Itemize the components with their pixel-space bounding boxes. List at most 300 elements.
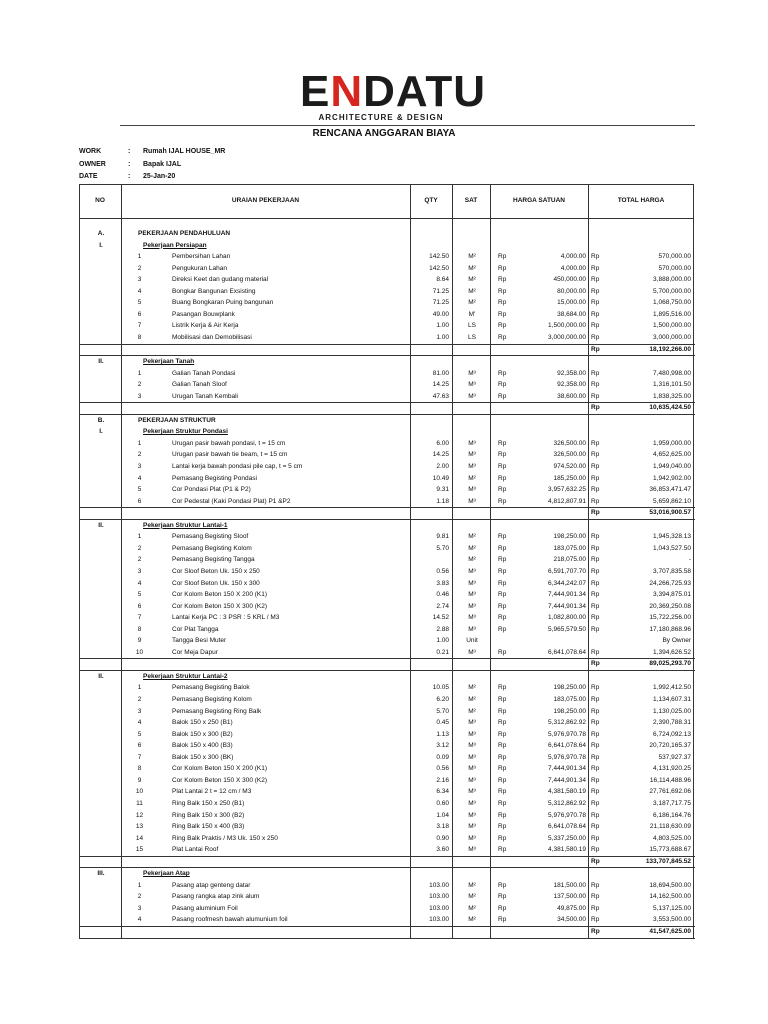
item-total-currency: Rp [591,823,600,831]
item-qty: 14.25 [432,381,449,389]
item-number: 5 [137,730,142,738]
item-unit-price: 34,500.00 [557,916,586,924]
item-unit: M² [468,474,476,482]
meta-colon: : [128,173,131,180]
item-unit-price: 38,600.00 [557,392,586,400]
item-unit-price: 4,000.00 [560,253,586,261]
group-title: Pekerjaan Struktur Lantai-1 [143,521,228,529]
item-total-currency: Rp [591,846,600,854]
item-description: Cor Kolom Beton 150 X 300 (K2) [172,776,268,784]
subtotal-currency: Rp [591,928,600,935]
item-qty: 1.18 [436,497,449,505]
item-total: 27,761,692.06 [649,788,691,796]
item-number: 2 [137,556,142,564]
item-unit-price: 92,358.00 [557,381,586,389]
item-total-currency: Rp [591,614,600,622]
item-unit-price: 7,444,901.34 [548,765,586,773]
item-unit-price: 5,337,250.00 [548,834,586,842]
item-qty: 0.45 [436,719,449,727]
meta-key: OWNER [79,160,106,168]
meta-key: WORK [79,148,102,155]
item-total-currency: Rp [591,439,600,447]
item-unit: M³ [468,788,476,796]
row-divider [80,507,695,508]
item-total: 16,114,488.96 [649,776,691,784]
row-divider [80,658,695,659]
meta-value: 25-Jan-20 [143,173,176,180]
item-number: 8 [137,765,142,773]
item-qty: 14.52 [432,614,449,622]
col-divider [452,184,453,939]
item-description: Ring Balk 150 x 300 (B2) [172,811,245,819]
header-row-divider [79,218,694,219]
item-total-currency: Rp [591,625,600,633]
item-total-currency: Rp [591,567,600,575]
item-description: Cor Plat Tangga [172,625,219,633]
item-total-currency: Rp [591,333,600,341]
row-divider [80,344,695,345]
item-total: 1,068,750.00 [653,299,691,307]
item-unit: M³ [468,799,476,807]
item-price-currency: Rp [498,730,507,738]
item-price-currency: Rp [498,264,507,272]
item-description: Plat Lantai Roof [172,846,219,854]
item-unit: M² [468,276,476,284]
item-number: 6 [137,497,142,505]
item-total: - [688,556,691,564]
item-price-currency: Rp [498,486,507,494]
item-qty: 0.09 [436,753,449,761]
item-number: 14 [135,834,144,842]
item-unit-price: 198,250.00 [553,707,586,715]
item-qty: 1.00 [436,333,449,341]
subtotal-value: 41,547,625.00 [649,928,691,935]
item-total: 3,707,835.58 [653,567,691,575]
item-description: Cor Kolom Beton 150 X 200 (K1) [172,765,268,773]
item-price-currency: Rp [498,776,507,784]
item-total-currency: Rp [591,474,600,482]
item-description: Pasang atap genteng datar [172,881,251,889]
item-total-currency: Rp [591,742,600,750]
item-unit-price: 218,075.00 [553,556,586,564]
item-total-currency: Rp [591,753,600,761]
item-price-currency: Rp [498,811,507,819]
subtotal-value: 89,025,293.70 [649,660,691,668]
item-description: Cor Sloof Beton Uk. 150 x 300 [172,579,260,587]
item-number: 1 [137,369,142,377]
item-total-currency: Rp [591,696,600,703]
item-number: 13 [135,823,144,831]
item-qty: 142.50 [429,253,449,261]
row-divider [80,519,695,520]
item-total: 1,942,902.00 [653,474,691,482]
item-price-currency: Rp [498,719,507,727]
item-total: 570,000.00 [658,264,691,272]
item-number: 15 [135,846,144,854]
item-description: Plat Lantai 2 t = 12 cm / M3 [172,788,252,796]
item-unit-price: 3,957,632.25 [548,486,586,494]
logo-letter-e: E [300,67,331,116]
item-total-currency: Rp [591,497,600,505]
item-unit-price: 450,000.00 [553,276,586,284]
item-total-currency: Rp [591,881,600,889]
item-unit-price: 4,381,580.19 [548,846,586,854]
item-price-currency: Rp [498,799,507,807]
item-total-currency: Rp [591,788,600,796]
item-total: 7,480,998.00 [653,369,691,377]
item-unit: M³ [468,451,476,459]
item-description: Pemasang Begisting Balok [172,684,250,692]
item-description: Pengukuran Lahan [172,264,227,272]
item-unit-price: 185,250.00 [553,474,586,482]
item-number: 3 [137,276,142,284]
item-unit-price: 1,082,800.00 [548,614,586,622]
subtotal-value: 18,192,266.00 [649,345,691,353]
item-total: 17,180,868.96 [649,625,691,633]
item-unit: M² [468,881,476,889]
item-unit: M' [468,310,476,318]
item-qty: 103.00 [429,904,449,912]
item-description: Lantai Kerja PC : 3 PSR : 5 KRL / M3 [172,614,280,622]
item-qty: 1.00 [436,637,449,645]
item-total: 1,134,607.31 [653,696,691,703]
section-title: PEKERJAAN STRUKTUR [138,416,216,424]
item-unit-price: 137,500.00 [553,893,586,901]
item-number: 1 [137,253,142,261]
item-price-currency: Rp [498,881,507,889]
item-description: Pemasang Begisting Kolom [172,696,252,703]
item-qty: 0.56 [436,567,449,575]
item-total-currency: Rp [591,276,600,284]
item-unit: M³ [468,765,476,773]
item-total-currency: Rp [591,299,600,307]
item-number: 4 [137,579,142,587]
item-unit: M³ [468,591,476,599]
item-description: Cor Pondasi Plat (P1 & P2) [172,486,251,494]
item-qty: 8.64 [436,276,449,284]
group-title: Pekerjaan Atap [143,870,190,878]
item-unit-price: 6,641,078.64 [548,648,586,656]
item-price-currency: Rp [498,579,507,587]
item-description: Pasangan Bouwplank [172,310,235,318]
item-unit: M³ [468,392,476,400]
col-divider [121,184,122,939]
item-unit: M² [468,904,476,912]
item-total-currency: Rp [591,684,600,692]
item-price-currency: Rp [498,846,507,854]
item-total: 6,724,092.13 [653,730,691,738]
item-number: 4 [137,916,142,924]
item-unit: M² [468,264,476,272]
item-total: 18,694,500.00 [649,881,691,889]
row-divider [80,355,695,356]
item-unit: M³ [468,719,476,727]
item-price-currency: Rp [498,823,507,831]
item-price-currency: Rp [498,602,507,610]
item-description: Direksi Keet dan gudang material [172,276,269,284]
item-unit: M² [468,707,476,715]
col-divider [588,184,589,939]
item-unit-price: 974,520.00 [553,463,586,470]
item-unit-price: 326,500.00 [553,451,586,459]
item-description: Pemasang Begisting Pondasi [172,474,257,482]
item-unit-price: 5,965,579.50 [548,625,586,633]
item-unit-price: 326,500.00 [553,439,586,447]
item-description: Pemasang Begisting Sloof [172,533,249,541]
item-total: 1,130,025.00 [653,707,691,715]
row-divider [80,670,695,671]
meta-colon: : [128,160,131,168]
item-description: Galian Tanah Sloof [172,381,227,389]
item-price-currency: Rp [498,463,507,470]
item-number: 1 [137,533,142,541]
item-price-currency: Rp [498,567,507,575]
item-price-currency: Rp [498,591,507,599]
item-unit: M³ [468,439,476,447]
item-description: Urugan Tanah Kembali [172,392,239,400]
item-unit: M³ [468,497,476,505]
item-qty: 103.00 [429,881,449,889]
document-title: RENCANA ANGGARAN BIAYA [312,128,456,139]
item-unit: M² [468,533,476,541]
item-total-currency: Rp [591,730,600,738]
item-unit-price: 198,250.00 [553,684,586,692]
item-unit-price: 6,641,078.64 [548,823,586,831]
item-number: 2 [137,264,142,272]
subtotal-value: 53,016,900.57 [649,509,691,517]
item-number: 4 [137,287,142,295]
item-total: 1,043,527.50 [653,544,691,552]
item-qty: 142.50 [429,264,449,272]
item-total: 1,838,325.00 [653,392,691,400]
item-total-currency: Rp [591,765,600,773]
item-unit-price: 7,444,901.34 [548,602,586,610]
item-description: Galian Tanah Pondasi [172,369,236,377]
item-total-currency: Rp [591,253,600,261]
item-total-currency: Rp [591,799,600,807]
item-price-currency: Rp [498,904,507,912]
item-price-currency: Rp [498,439,507,447]
item-number: 3 [137,904,142,912]
item-number: 8 [137,333,142,341]
item-qty: 10.05 [432,684,449,692]
item-unit-price: 3,000,000.00 [548,333,586,341]
subtotal-value: 10,635,424.50 [649,404,691,412]
item-number: 4 [137,719,142,727]
item-price-currency: Rp [498,322,507,330]
item-number: 8 [137,625,142,633]
item-price-currency: Rp [498,625,507,633]
meta-value: Rumah IJAL HOUSE_MR [143,148,226,155]
item-qty: 103.00 [429,916,449,924]
item-total-currency: Rp [591,463,600,470]
header-uraian: URAIAN PEKERJAAN [231,197,300,204]
item-unit-price: 92,358.00 [557,369,586,377]
item-unit-price: 1,500,000.00 [548,322,586,330]
item-unit-price: 5,312,862.92 [548,719,586,727]
item-number: 1 [137,881,142,889]
item-unit-price: 4,381,580.19 [548,788,586,796]
item-unit-price: 80,000.00 [557,287,586,295]
subtotal-currency: Rp [591,857,600,865]
item-total-currency: Rp [591,556,600,564]
item-price-currency: Rp [498,556,507,564]
item-unit-price: 6,641,078.64 [548,742,586,750]
item-number: 5 [137,591,142,599]
item-price-currency: Rp [498,369,507,377]
item-unit-price: 198,250.00 [553,533,586,541]
item-number: 4 [137,474,142,482]
item-total: 36,853,471.47 [649,486,691,494]
item-description: Pemasang Begisting Ring Balk [172,707,262,715]
item-number: 9 [137,776,142,784]
item-unit-price: 49,875.00 [557,904,586,912]
item-total: 1,959,000.00 [653,439,691,447]
header-qty: QTY [424,197,438,204]
row-divider [80,402,695,403]
item-price-currency: Rp [498,684,507,692]
item-unit: M³ [468,648,476,656]
meta-colon: : [128,148,131,155]
item-total: 1,316,101.50 [653,381,691,389]
item-number: 2 [137,893,142,901]
item-total: 5,137,125.00 [653,904,691,912]
col-divider [490,184,491,939]
item-number: 7 [137,614,142,622]
item-total: 1,945,328.13 [653,533,691,541]
item-unit: M² [468,287,476,295]
item-total-currency: Rp [591,834,600,842]
item-total-currency: Rp [591,392,600,400]
item-total-currency: Rp [591,719,600,727]
item-total: 20,369,250.08 [649,602,691,610]
item-unit: M³ [468,369,476,377]
item-unit-price: 181,500.00 [553,881,586,889]
item-total: 3,187,717.75 [653,799,691,807]
item-price-currency: Rp [498,707,507,715]
item-total-currency: Rp [591,322,600,330]
item-total-currency: Rp [591,486,600,494]
subtotal-value: 133,707,845.52 [645,857,691,865]
group-title: Pekerjaan Struktur Lantai-2 [143,672,228,680]
logo-letter-n: N [330,67,364,116]
item-unit: LS [468,322,476,330]
item-price-currency: Rp [498,614,507,622]
meta-value: Bapak IJAL [143,160,182,168]
item-unit: M² [468,696,476,703]
item-qty: 5.70 [436,707,449,715]
item-total: 1,992,412.50 [653,684,691,692]
item-total: 21,118,630.09 [649,823,691,831]
item-number: 3 [137,567,142,575]
item-unit: M² [468,893,476,901]
item-description: Balok 150 x 300 (BK) [172,753,234,761]
item-qty: 6.34 [436,788,449,796]
item-number: 1 [137,684,142,692]
item-unit: M² [468,253,476,261]
item-price-currency: Rp [498,533,507,541]
item-unit: M³ [468,579,476,587]
item-total: 3,394,875.01 [653,591,691,599]
item-total: 4,803,525.00 [653,834,691,842]
item-qty: 3.60 [436,846,449,854]
item-total: 5,659,862.10 [653,497,691,505]
item-unit-price: 4,812,807.91 [548,497,586,505]
item-qty: 5.70 [436,544,449,552]
row-divider [80,856,695,857]
item-number: 1 [137,439,142,447]
item-qty: 6.20 [436,696,449,703]
item-unit: M³ [468,742,476,750]
meta-key: DATE [79,173,98,180]
item-total: 5,700,000.00 [653,287,691,295]
section-title: PEKERJAAN PENDAHULUAN [138,230,231,237]
item-number: 2 [137,544,142,552]
item-number: 10 [135,648,144,656]
item-total-currency: Rp [591,451,600,459]
item-description: Cor Pedestal (Kaki Pondasi Plat) P1 &P2 [172,497,291,505]
group-number: II. [98,672,104,680]
item-unit-price: 6,591,707.70 [548,567,586,575]
item-total: 2,390,788.31 [653,719,691,727]
item-total: 3,553,500.00 [653,916,691,924]
item-total: 1,500,000.00 [653,322,691,330]
item-total-currency: Rp [591,648,600,656]
item-description: Cor Meja Dapur [172,648,218,656]
item-description: Bongkar Bangunan Exsisting [172,287,256,295]
header-divider [120,125,695,126]
item-price-currency: Rp [498,392,507,400]
item-total-currency: Rp [591,381,600,389]
item-total: 1,949,040.00 [653,463,691,470]
item-description: Balok 150 x 250 (B1) [172,719,233,727]
item-description: Cor Kolom Beton 150 X 300 (K2) [172,602,268,610]
item-unit-price: 5,976,970.78 [548,811,586,819]
item-price-currency: Rp [498,287,507,295]
item-total-currency: Rp [591,310,600,318]
item-description: Pasang aluminium Foil [172,904,238,912]
item-description: Buang Bongkaran Puing bangunan [172,299,274,307]
item-total-currency: Rp [591,916,600,924]
item-number: 2 [137,381,142,389]
item-qty: 1.00 [436,322,449,330]
item-unit: M³ [468,614,476,622]
item-description: Balok 150 x 300 (B2) [172,730,233,738]
item-price-currency: Rp [498,381,507,389]
item-total-currency: Rp [591,904,600,912]
item-qty: 71.25 [432,287,449,295]
item-total-currency: Rp [591,533,600,541]
item-unit: LS [468,333,476,341]
item-description: Urugan pasir bawah pondasi, t = 15 cm [172,439,286,447]
item-unit-price: 4,000.00 [560,264,586,272]
row-divider [80,414,695,415]
item-description: Cor Kolom Beton 150 X 200 (K1) [172,591,268,599]
item-description: Pemasang Begisting Kolom [172,544,252,552]
item-qty: 0.56 [436,765,449,773]
item-unit-price: 5,312,862.92 [548,799,586,807]
section-number: B. [97,416,105,424]
logo [300,67,487,116]
item-description: Lantai kerja bawah pondasi pile cap, t = 5 cm [172,463,303,470]
section-number: A. [97,230,105,237]
item-qty: 0.21 [436,648,449,656]
col-divider [410,184,411,939]
item-total-currency: Rp [591,602,600,610]
header-sat: SAT [464,197,478,204]
item-price-currency: Rp [498,742,507,750]
item-qty: 47.63 [432,392,449,400]
